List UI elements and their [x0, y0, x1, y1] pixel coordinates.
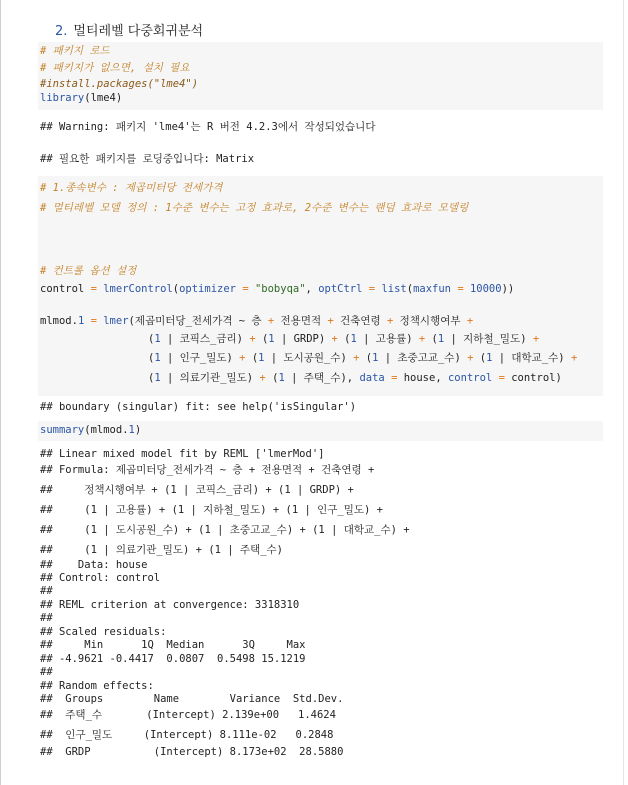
number-literal: 1	[154, 352, 161, 364]
number-literal: 1	[437, 333, 445, 345]
operator: =	[384, 372, 404, 384]
code-text: | 고용률)	[356, 333, 419, 345]
code-text: mlmod.	[40, 315, 78, 327]
code-text: (	[255, 333, 269, 345]
code-text: 정책시행여부	[393, 315, 467, 327]
argument-name: data	[359, 372, 385, 384]
output-loading	[38, 150, 603, 170]
code-text: | 코픽스_금리)	[160, 333, 250, 345]
code-text: (	[425, 333, 438, 345]
function-name: lmerControl	[96, 283, 173, 295]
code-block-summary	[38, 421, 603, 441]
code-text: | 도시공원_수)	[264, 352, 354, 364]
output-line: ##	[40, 666, 53, 678]
code-text: ,	[305, 283, 319, 295]
output-line: ## Control: control	[40, 572, 161, 584]
operator: =	[451, 283, 470, 295]
code-text: (	[148, 333, 155, 345]
code-line-lmer	[40, 314, 473, 329]
function-name: lmer	[103, 315, 129, 327]
code-text: (	[359, 352, 373, 364]
code-text: | 주택_수),	[284, 372, 360, 384]
operator: +	[532, 333, 540, 345]
code-text: (	[172, 283, 180, 295]
output-line: ## Formula: 제곱미터당_전세가격 ~ 층 + 전용면적 + 건축연령 +	[40, 464, 375, 476]
output-line: ## Data: house	[40, 559, 148, 571]
operator: +	[331, 333, 338, 345]
number-literal: 10000	[469, 283, 502, 295]
operator: =	[492, 372, 512, 384]
code-text: (	[265, 372, 279, 384]
operator: +	[249, 333, 256, 345]
code-block-load-package	[38, 42, 603, 110]
output-line: ## GRDP (Intercept) 8.173e+02 28.5880	[40, 746, 344, 758]
code-text: )	[134, 424, 142, 436]
number-literal: 1	[77, 315, 85, 327]
code-text: 건축연령	[333, 315, 387, 327]
code-line	[40, 92, 122, 105]
operator: +	[259, 372, 266, 384]
operator: +	[418, 333, 426, 345]
output-line: ## Groups Name Variance Std.Dev.	[40, 693, 344, 705]
operator: +	[570, 352, 578, 364]
comment-line: # 컨트롤 옵션 설정	[40, 265, 137, 277]
output-singular	[38, 398, 603, 418]
operator: +	[466, 315, 474, 327]
number-literal: 1	[258, 352, 265, 364]
code-text: | 인구_밀도)	[160, 352, 240, 364]
code-line-continuation	[148, 351, 577, 366]
code-text: ))	[501, 283, 515, 295]
output-line: ## Min 1Q Median 3Q Max	[40, 639, 306, 651]
code-text: 전용면적	[274, 315, 328, 327]
output-line: ## Warning: 패키지 'lme4'는 R 버전 4.2.3에서 작성되었습니다	[40, 121, 376, 133]
argument-name: control	[447, 372, 493, 384]
function-name: library	[40, 92, 85, 104]
number-literal: 1	[154, 333, 161, 345]
operator: =	[84, 315, 104, 327]
code-text: (mlmod.	[84, 424, 129, 436]
operator: +	[353, 352, 360, 364]
code-text: (lme4)	[84, 92, 123, 104]
comment-line: # 1.종속변수 : 제곱미터당 전세가격	[40, 182, 223, 194]
code-text: | 의료기관_밀도)	[160, 372, 260, 384]
function-name: summary	[40, 424, 85, 436]
code-text: (	[148, 352, 155, 364]
output-line: ## (1 | 고용률) + (1 | 지하철_밀도) + (1 | 인구_밀도) +	[40, 504, 383, 516]
code-line-control	[40, 282, 514, 297]
output-line: ## (1 | 의료기관_밀도) + (1 | 주택_수)	[40, 544, 284, 556]
output-line: ## -4.9621 -0.4417 0.0807 0.5498 15.1219	[40, 653, 306, 665]
comment-line: # 패키지가 없으면, 설치 필요	[40, 62, 190, 74]
string-literal: "bobyqa"	[254, 283, 306, 295]
code-block-model	[38, 176, 603, 396]
code-text: (	[337, 333, 351, 345]
right-page-border	[623, 0, 624, 785]
output-line: ## 정책시행여부 + (1 | 코픽스_금리) + (1 | GRDP) +	[40, 484, 354, 496]
operator: =	[90, 283, 97, 295]
argument-name: maxfun	[413, 283, 451, 295]
comment-line: #install.packages("lme4")	[40, 78, 199, 90]
output-line: ## Linear mixed model fit by REML ['lmerMod']	[40, 448, 325, 460]
output-line: ##	[40, 585, 53, 597]
code-text: | 초중고교_수)	[378, 352, 468, 364]
code-text: control)	[511, 372, 562, 384]
output-line: ## REML criterion at convergence: 3318310	[40, 599, 300, 611]
section-title: 멀티레벨 다중회귀분석	[73, 24, 204, 39]
left-page-border	[0, 0, 1, 785]
output-line: ##	[40, 612, 53, 624]
operator: +	[239, 352, 246, 364]
argument-name: optimizer	[179, 283, 236, 295]
number-literal: 1	[486, 352, 493, 364]
code-text: (	[148, 372, 155, 384]
output-line: ## 주택_수 (Intercept) 2.139e+00 1.4624	[40, 709, 336, 721]
code-text: | GRDP)	[274, 333, 332, 345]
output-line: ## 인구_밀도 (Intercept) 8.111e-02 0.2848	[40, 729, 334, 741]
code-text: house,	[403, 372, 448, 384]
number-literal: 1	[154, 372, 161, 384]
output-warning	[38, 118, 603, 138]
comment-line: # 패키지 로드	[40, 45, 110, 57]
section-number: 2.	[55, 24, 68, 39]
argument-name: optCtrl	[318, 283, 363, 295]
output-summary	[38, 445, 603, 763]
comment-line: # 멀티레벨 모델 정의 : 1수준 변수는 고정 효과로, 2수준 변수는 랜덤 효과로 모델링	[40, 202, 469, 214]
code-text: (	[245, 352, 259, 364]
function-name: list	[381, 283, 407, 295]
code-text: | 대학교_수)	[492, 352, 571, 364]
code-text: (	[473, 352, 487, 364]
code-text: | 지하철_밀도)	[444, 333, 533, 345]
output-line: ## Random effects:	[40, 680, 154, 692]
section-heading	[55, 20, 203, 39]
operator: +	[327, 315, 334, 327]
code-line-continuation	[148, 332, 539, 347]
code-text: (	[406, 283, 414, 295]
number-literal: 1	[372, 352, 379, 364]
operator: +	[467, 352, 474, 364]
number-literal: 1	[128, 424, 135, 436]
operator: =	[362, 283, 382, 295]
number-literal: 1	[268, 333, 275, 345]
output-line: ## 필요한 패키지를 로딩중입니다: Matrix	[40, 153, 255, 165]
operator: +	[386, 315, 394, 327]
operator: =	[236, 283, 255, 295]
code-text: control	[40, 283, 91, 295]
code-line	[40, 423, 141, 438]
output-line: ## Scaled residuals:	[40, 626, 167, 638]
code-text: (제곱미터당_전세가격 ~ 층	[128, 315, 268, 327]
code-line-continuation	[148, 371, 562, 386]
output-line: ## boundary (singular) fit: see help('isSingular')	[40, 401, 357, 413]
number-literal: 1	[350, 333, 357, 345]
operator: +	[267, 315, 275, 327]
output-line: ## (1 | 도시공원_수) + (1 | 초중고교_수) + (1 | 대학교_수) +	[40, 524, 410, 536]
number-literal: 1	[278, 372, 285, 384]
